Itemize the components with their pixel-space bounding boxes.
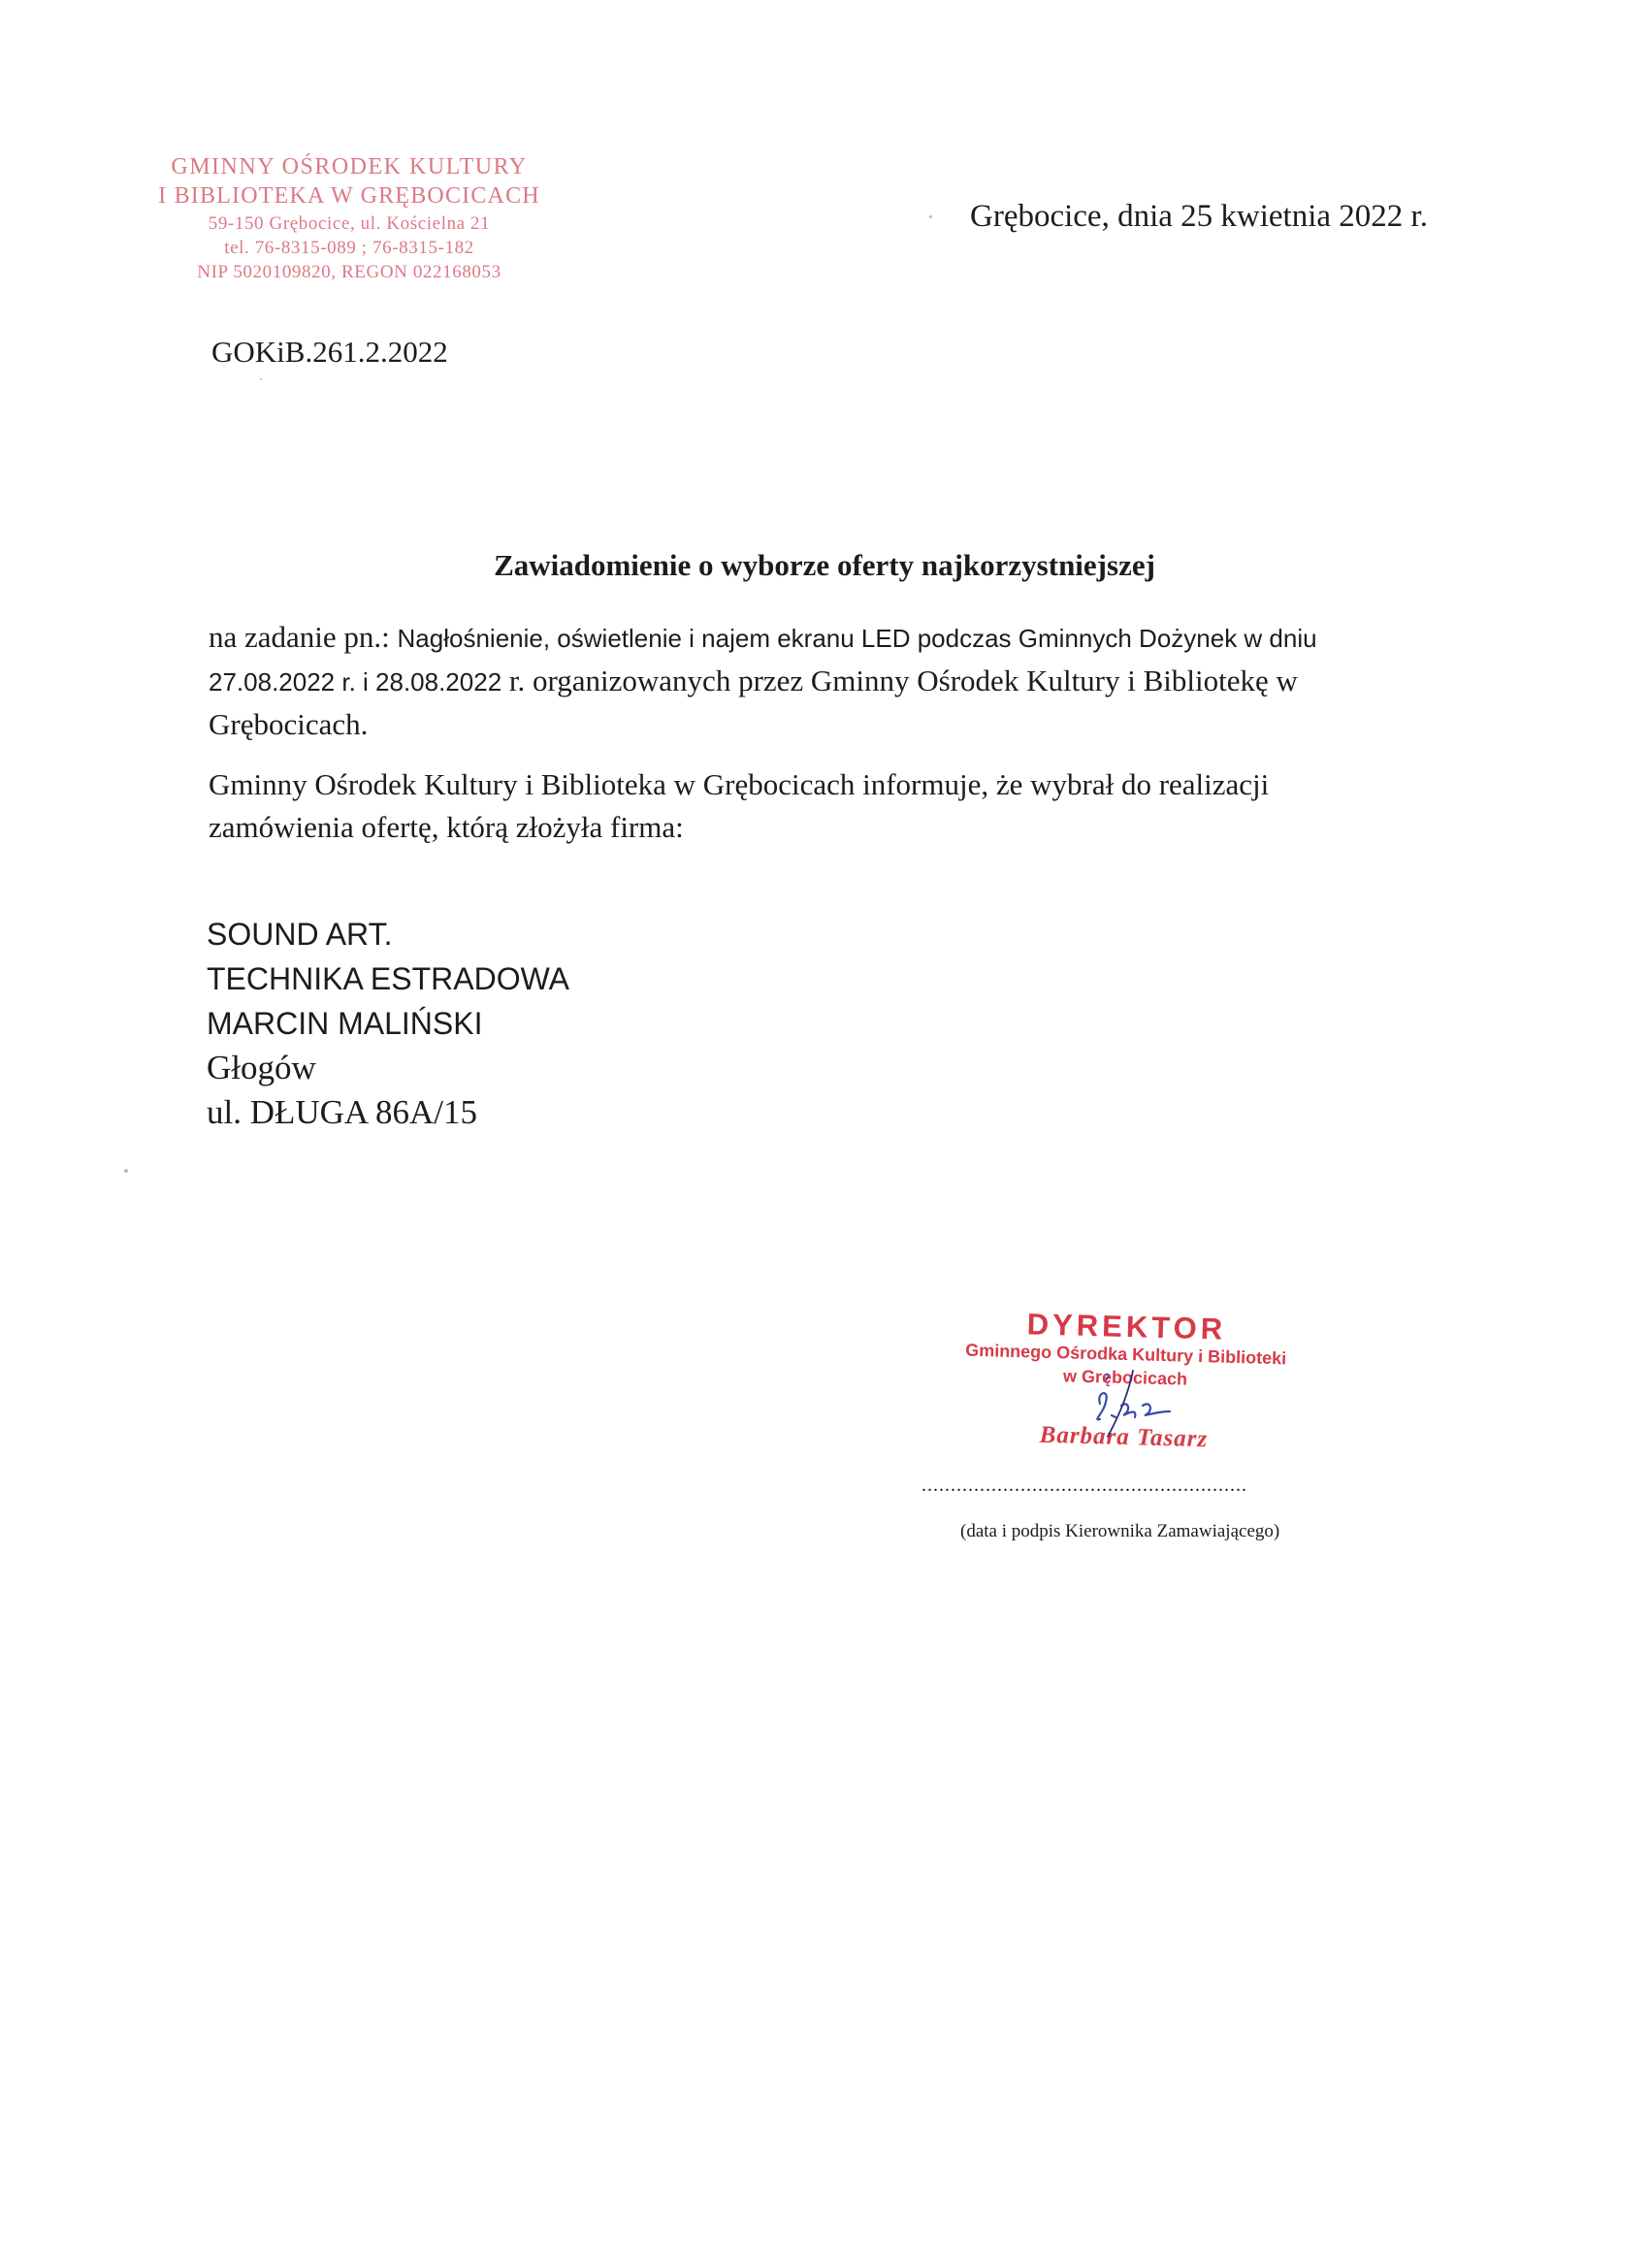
task-dates: 27.08.2022 r. i 28.08.2022 — [209, 667, 502, 697]
stamp-line: I BIBLIOTEKA W GRĘBOCICACH — [158, 183, 540, 209]
scan-speck — [260, 378, 262, 380]
stamp-line: GMINNY OŚRODEK KULTURY — [171, 154, 528, 179]
stamp-line: 59-150 Grębocice, ul. Kościelna 21 — [208, 213, 491, 234]
task-line-1: Nagłośnienie, oświetlenie i najem ekranu LED podczas Gminnych Dożynek w dniu — [397, 624, 1317, 653]
director-stamp-line: Gminnego Ośrodka Kultury i Biblioteki — [964, 1340, 1287, 1369]
scan-speck — [124, 1169, 128, 1173]
company-address-block — [207, 912, 569, 1135]
director-stamp-line: w Grębocicach — [1062, 1366, 1188, 1389]
task-paragraph — [209, 616, 1411, 746]
director-name: Barbara Tasarz — [1039, 1421, 1209, 1453]
reference-number: GOKiB.261.2.2022 — [211, 335, 448, 369]
task-label: na zadanie pn.: — [209, 620, 390, 654]
document-title: Zawiadomienie o wyborze oferty najkorzystniejszej — [494, 548, 1155, 582]
scan-speck — [929, 215, 932, 218]
company-city: Głogów — [207, 1049, 316, 1086]
place-date: Grębocice, dnia 25 kwietnia 2022 r. — [970, 199, 1428, 234]
info-paragraph: Gminny Ośrodek Kultury i Biblioteka w Grębocicach informuje, że wybrał do realizacji zamówienia ofertę, którą złożyła firma: — [209, 767, 1270, 844]
director-title: DYREKTOR — [1026, 1307, 1227, 1346]
stamp-line: tel. 76-8315-089 ; 76-8315-182 — [224, 238, 474, 258]
company-name: SOUND ART. — [207, 917, 393, 952]
signature-line: ........................................................ — [922, 1474, 1247, 1496]
task-rest: r. organizowanych przez Gminny Ośrodek Kultury i Bibliotekę w Grębocicach. — [209, 664, 1298, 741]
stamp-line: NIP 5020109820, REGON 022168053 — [197, 262, 501, 282]
signature-caption: (data i podpis Kierownika Zamawiającego) — [960, 1521, 1280, 1541]
institution-stamp — [155, 155, 543, 287]
company-owner: MARCIN MALIŃSKI — [207, 1006, 483, 1041]
company-street: ul. DŁUGA 86A/15 — [207, 1093, 478, 1131]
handwritten-signature — [1086, 1363, 1203, 1441]
company-line: TECHNIKA ESTRADOWA — [207, 961, 569, 996]
